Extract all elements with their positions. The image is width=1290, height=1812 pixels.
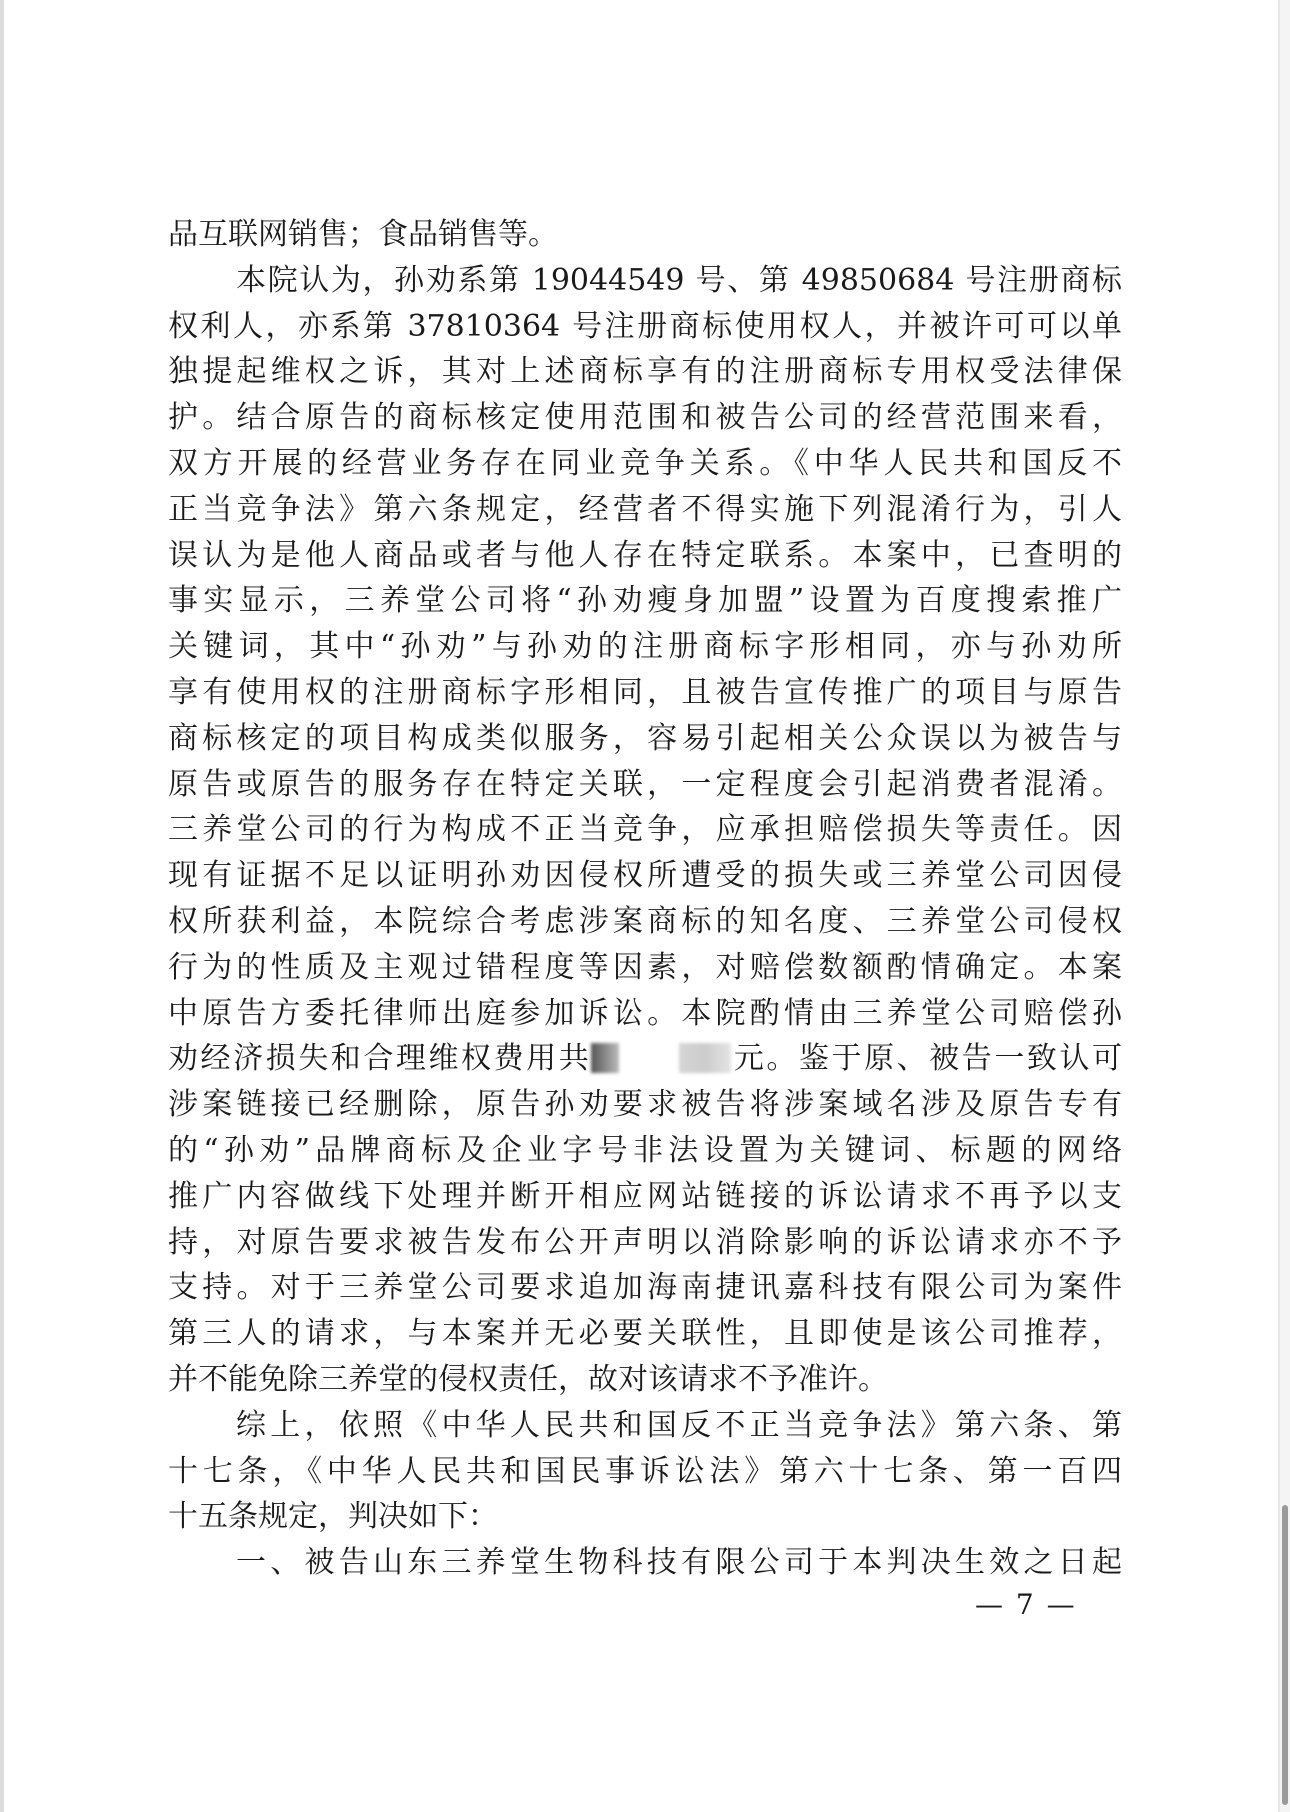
- text-fragment: 劝经济损失和合理维权费用共: [168, 1041, 592, 1077]
- text-line: 第三人的请求，与本案并无必要关联性，且即使是该公司推荐，: [168, 1316, 1122, 1352]
- document-body: [168, 212, 1122, 1586]
- text-line: 中原告方委托律师出庭参加诉讼。本院酌情由三养堂公司赔偿孙: [168, 995, 1122, 1031]
- scrollbar-thumb[interactable]: [1282, 1505, 1288, 1805]
- text-line: 正当竞争法》第六条规定，经营者不得实施下列混淆行为，引人: [168, 491, 1122, 527]
- text-line: 事实显示，三养堂公司将“孙劝瘦身加盟”设置为百度搜索推广: [168, 583, 1122, 619]
- text-line: 推广内容做线下处理并断开相应网站链接的诉讼请求不再予以支: [168, 1178, 1122, 1214]
- redaction-gap: [619, 1043, 679, 1073]
- text-line: 双方开展的经营业务存在同业竞争关系。《中华人民共和国反不: [168, 445, 1122, 481]
- text-fragment: 元。鉴于原、被告一致认可: [731, 1041, 1123, 1077]
- text-line: 现有证据不足以证明孙劝因侵权所遭受的损失或三养堂公司因侵: [168, 858, 1122, 894]
- text-line: 十七条，《中华人民共和国民事诉讼法》第六十七条、第一百四: [168, 1453, 1122, 1489]
- text-line: 权利人，亦系第 37810364 号注册商标使用权人，并被许可可以单: [168, 308, 1122, 344]
- text-line: 误认为是他人商品或者与他人存在特定联系。本案中，已查明的: [168, 537, 1122, 573]
- redaction-mark: [679, 1043, 731, 1073]
- text-line: 品互联网销售；食品销售等。: [168, 217, 558, 252]
- text-line: 本院认为，孙劝系第 19044549 号、第 49850684 号注册商标: [236, 262, 1122, 298]
- page-number: — 7 —: [975, 1588, 1077, 1621]
- text-line: 涉案链接已经删除，原告孙劝要求被告将涉案域名涉及原告专有: [168, 1087, 1122, 1123]
- redaction-mark: [591, 1043, 619, 1073]
- text-line: 行为的性质及主观过错程度等因素，对赔偿数额酌情确定。本案: [168, 949, 1122, 985]
- text-line: 享有使用权的注册商标字形相同，且被告宣传推广的项目与原告: [168, 674, 1122, 710]
- text-line: 的“孙劝”品牌商标及企业字号非法设置为关键词、标题的网络: [168, 1132, 1122, 1168]
- vertical-scrollbar[interactable]: [1280, 0, 1290, 1812]
- text-line: 关键词，其中“孙劝”与孙劝的注册商标字形相同，亦与孙劝所: [168, 629, 1122, 665]
- text-line: 一、被告山东三养堂生物科技有限公司于本判决生效之日起: [236, 1545, 1122, 1581]
- page-edge-left: [0, 0, 4, 1812]
- text-line: 权所获利益，本院综合考虑涉案商标的知名度、三养堂公司侵权: [168, 903, 1122, 939]
- text-line: 并不能免除三养堂的侵权责任，故对该请求不予准许。: [168, 1361, 888, 1397]
- text-line: 商标核定的项目构成类似服务，容易引起相关公众误以为被告与: [168, 720, 1122, 756]
- text-line: [168, 1036, 1122, 1082]
- text-line: 独提起维权之诉，其对上述商标享有的注册商标专用权受法律保: [168, 354, 1122, 390]
- text-line: 十五条规定，判决如下：: [168, 1499, 498, 1535]
- text-line: 支持。对于三养堂公司要求追加海南捷讯嘉科技有限公司为案件: [168, 1270, 1122, 1306]
- text-line: 原告或原告的服务存在特定关联，一定程度会引起消费者混淆。: [168, 766, 1122, 802]
- text-line: 综上，依照《中华人民共和国反不正当竞争法》第六条、第: [236, 1407, 1122, 1443]
- text-line: 护。结合原告的商标核定使用范围和被告公司的经营范围来看，: [168, 400, 1122, 436]
- text-line: 持，对原告要求被告发布公开声明以消除影响的诉讼请求亦不予: [168, 1224, 1122, 1260]
- text-line: 三养堂公司的行为构成不正当竞争，应承担赔偿损失等责任。因: [168, 812, 1122, 848]
